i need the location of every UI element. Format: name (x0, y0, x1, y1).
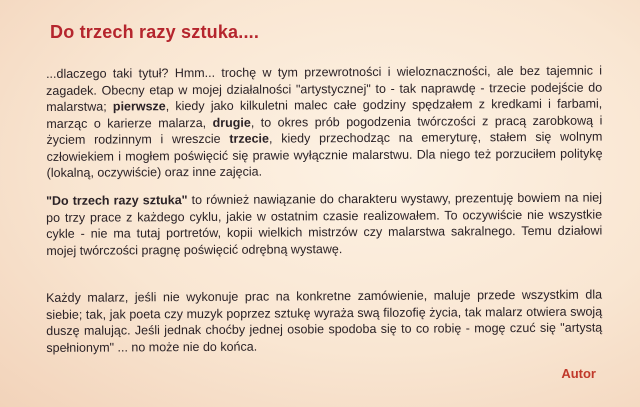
paragraph-intro-text-2: , kiedy jako kilkuletni malec całe godziny spędzałem z kredkami i farbami, marząc o karierze malarza, (46, 96, 603, 131)
paragraph-intro-bold-second: drugie (212, 115, 251, 130)
paragraph-intro-bold-third: trzecie (229, 131, 270, 146)
paragraph-title-meaning-text: to również nawiązanie do charakteru wystawy, prezentuję bowiem na niej po trzy prace z każdego cyklu, jakie w ostatnim czasie realizowałem. To oczywiście nie wszystkie cykle - nie ma tutaj portretów, kopii wielkich mistrzów czy malarstwa sakralnego. Temu działowi mojej twórczości pragnę poświęcić odrębną wystawę. (46, 190, 603, 258)
paragraph-intro-text-4: , kiedy przechodząc na emeryturę, stałem się wolnym człowiekiem i mogłem poświęcić się prawie wyłącznie malarstwu. Dla niego też porzuciłem politykę (lokalną, oczywiście) oraz inne zajęcia. (46, 129, 603, 180)
paragraph-title-meaning (36, 190, 602, 259)
paragraph-painter-reflection-text: Każdy malarz, jeśli nie wykonuje prac na konkretne zamówienie, maluje przede wszystkim dla siebie; tak, jak poeta czy muzyk poprzez sztukę wyraża swą filozofię życia, tak malarz otwiera swoją duszę malując. Jeśli jednak choćby jednej osobie spodoba się to co robię - mogę czuć się "artystą spełnionym" ... no może nie do końca. (46, 287, 603, 355)
paragraph-intro (36, 63, 603, 182)
page-title: Do trzech razy sztuka.... (50, 22, 260, 42)
author-signature: Autor (561, 366, 596, 381)
paragraph-intro-text-1: ...dlaczego taki tytuł? Hmm... trochę w tym przewrotności i wieloznaczności, ale bez tajemnic i zagadek. Obecny etap w mojej działalności "artystycznej" to - tak naprawdę - trzecie podejście do malarstwa; (46, 63, 603, 114)
paragraph-intro-text-3: , to okres prób pogodzenia twórczości z pracą zarobkową i życiem rodzinnym i wreszcie (46, 113, 603, 147)
paragraph-intro-bold-first: pierwsze (112, 99, 166, 114)
paragraph-painter-reflection (36, 287, 602, 356)
paragraph-title-meaning-bold: "Do trzech razy sztuka" (46, 193, 188, 208)
